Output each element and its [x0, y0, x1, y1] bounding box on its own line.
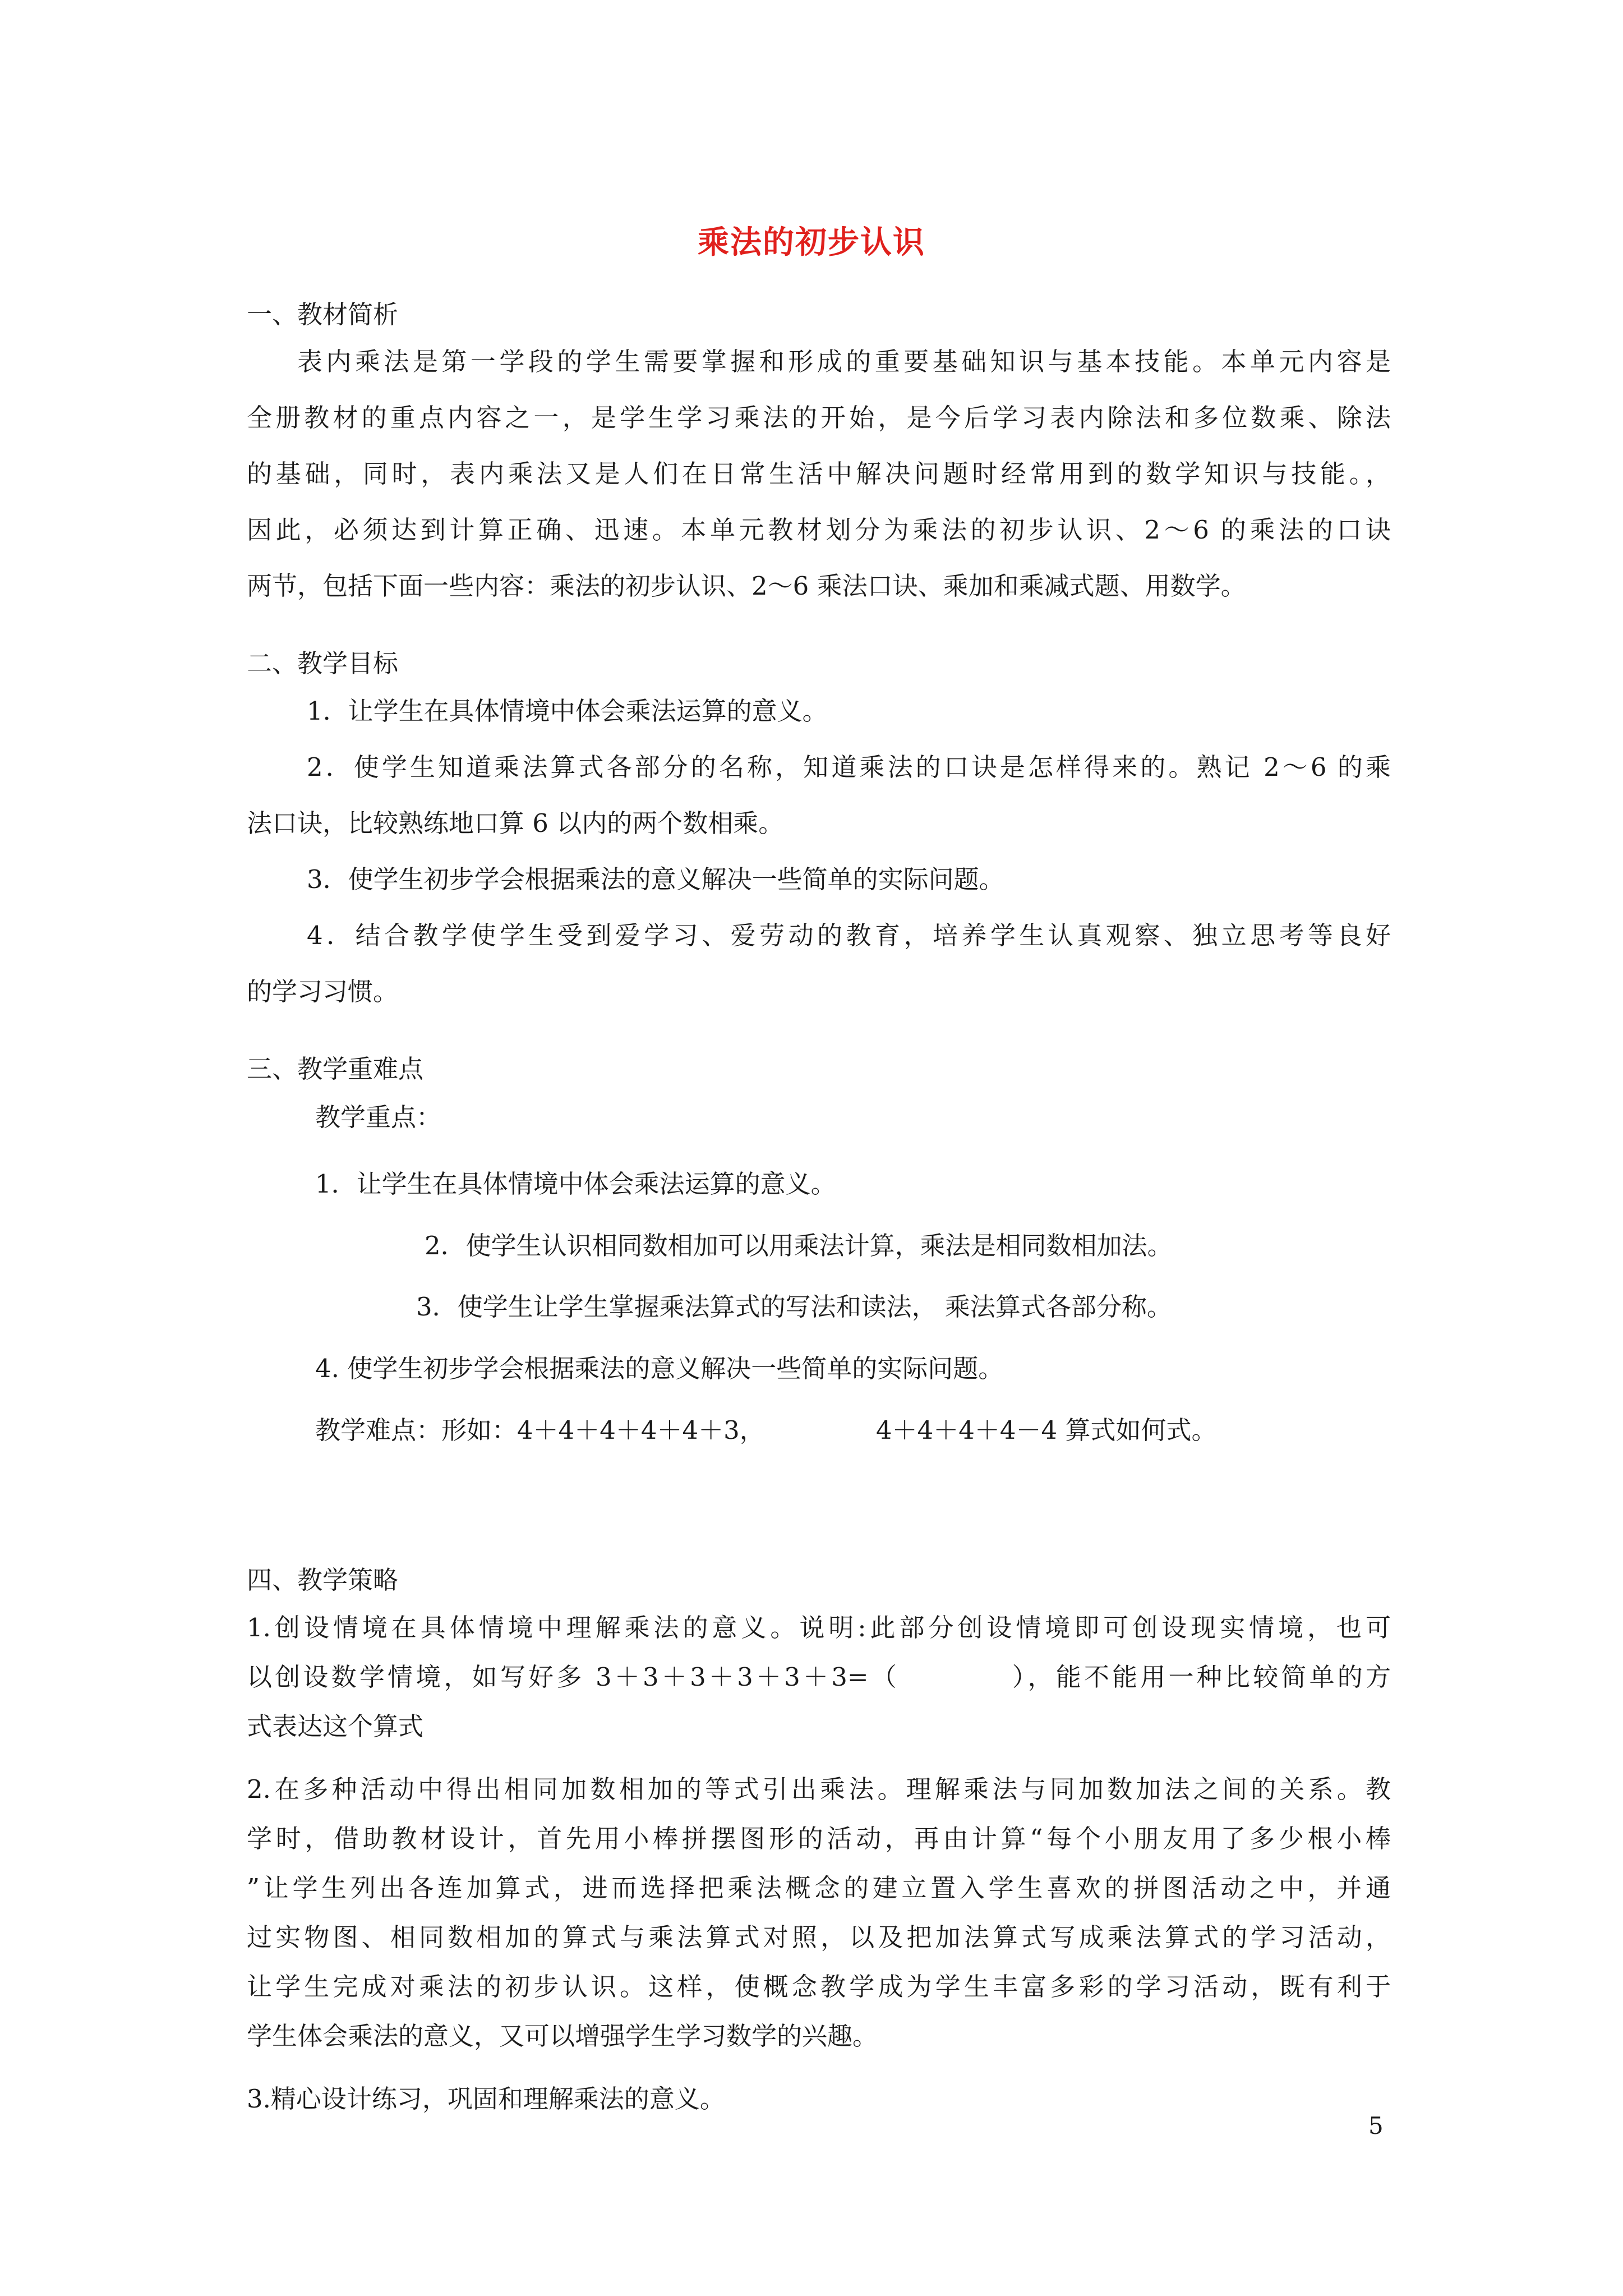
section-heading-1: 一、教材简析 [247, 300, 399, 329]
key-point-item: 3．使学生让学生掌握乘法算式的写法和读法， 乘法算式各部分称。 [416, 1292, 1172, 1322]
difficulty-expression: 4＋4＋4＋4－4 算式如何式。 [876, 1415, 1217, 1445]
section-heading-2: 二、教学目标 [247, 648, 399, 678]
strategy-line: 让学生完成对乘法的初步认识。这样，使概念教学成为学生丰富多彩的学习活动，既有利于 [247, 1972, 1391, 2001]
strategy-line: 3.精心设计练习，巩固和理解乘法的意义。 [247, 2084, 725, 2114]
paragraph-line: 因此，必须达到计算正确、迅速。本单元教材划分为乘法的初步认识、2～6 的乘法的口诀 [247, 515, 1391, 545]
strategy-line: 式表达这个算式 [247, 1711, 424, 1741]
strategy-line: 学生体会乘法的意义，又可以增强学生学习数学的兴趣。 [247, 2021, 878, 2051]
strategy-line: 过实物图、相同数相加的算式与乘法算式对照，以及把加法算式写成乘法算式的学习活动， [247, 1922, 1391, 1952]
strategy-line: 2.在多种活动中得出相同加数相加的等式引出乘法。理解乘法与同加数加法之间的关系。教 [247, 1774, 1391, 1804]
strategy-line: ”让学生列出各连加算式，进而选择把乘法概念的建立置入学生喜欢的拼图活动之中，并通 [247, 1873, 1391, 1903]
strategy-line: 以创设数学情境，如写好多 3＋3＋3＋3＋3＋3=（ ），能不能用一种比较简单的方 [247, 1662, 1391, 1692]
page-title: 乘法的初步认识 [698, 224, 925, 261]
strategy-line: 学时，借助教材设计，首先用小棒拼摆图形的活动，再由计算“每个小朋友用了多少根小棒 [247, 1824, 1391, 1853]
paragraph-line: 表内乘法是第一学段的学生需要掌握和形成的重要基础知识与基本技能。本单元内容是 [297, 347, 1391, 376]
key-point-item: 2．使学生认识相同数相加可以用乘法计算，乘法是相同数相加法。 [425, 1231, 1173, 1260]
goal-item: 3．使学生初步学会根据乘法的意义解决一些简单的实际问题。 [307, 864, 1004, 894]
page-number: 5 [1368, 2112, 1384, 2139]
goal-item: 2．使学生知道乘法算式各部分的名称，知道乘法的口诀是怎样得来的。熟记 2～6 的乘 [307, 752, 1391, 782]
goal-item: 1．让学生在具体情境中体会乘法运算的意义。 [307, 696, 828, 726]
goal-item-cont: 法口诀，比较熟练地口算 6 以内的两个数相乘。 [247, 808, 784, 838]
paragraph-line: 全册教材的重点内容之一，是学生学习乘法的开始，是今后学习表内除法和多位数乘、除法 [247, 403, 1391, 432]
section-heading-4: 四、教学策略 [247, 1565, 399, 1595]
goal-item: 4．结合教学使学生受到爱学习、爱劳动的教育，培养学生认真观察、独立思考等良好 [307, 921, 1391, 950]
strategy-line: 1.创设情境在具体情境中理解乘法的意义。说明:此部分创设情境即可创设现实情境，也可 [247, 1613, 1391, 1642]
paragraph-line: 的基础，同时，表内乘法又是人们在日常生活中解决问题时经常用到的数学知识与技能。， [247, 459, 1391, 489]
key-point-item: 4. 使学生初步学会根据乘法的意义解决一些简单的实际问题。 [315, 1354, 1004, 1383]
difficulty-label: 教学难点：形如：4＋4＋4＋4＋4＋3， [315, 1415, 765, 1445]
section-heading-3: 三、教学重难点 [247, 1054, 424, 1084]
goal-item-cont: 的学习习惯。 [247, 977, 399, 1006]
key-point-item: 1．让学生在具体情境中体会乘法运算的意义。 [315, 1169, 836, 1199]
paragraph-line: 两节，包括下面一些内容：乘法的初步认识、2～6 乘法口诀、乘加和乘减式题、用数学。 [247, 571, 1246, 601]
key-points-label: 教学重点： [315, 1102, 442, 1132]
